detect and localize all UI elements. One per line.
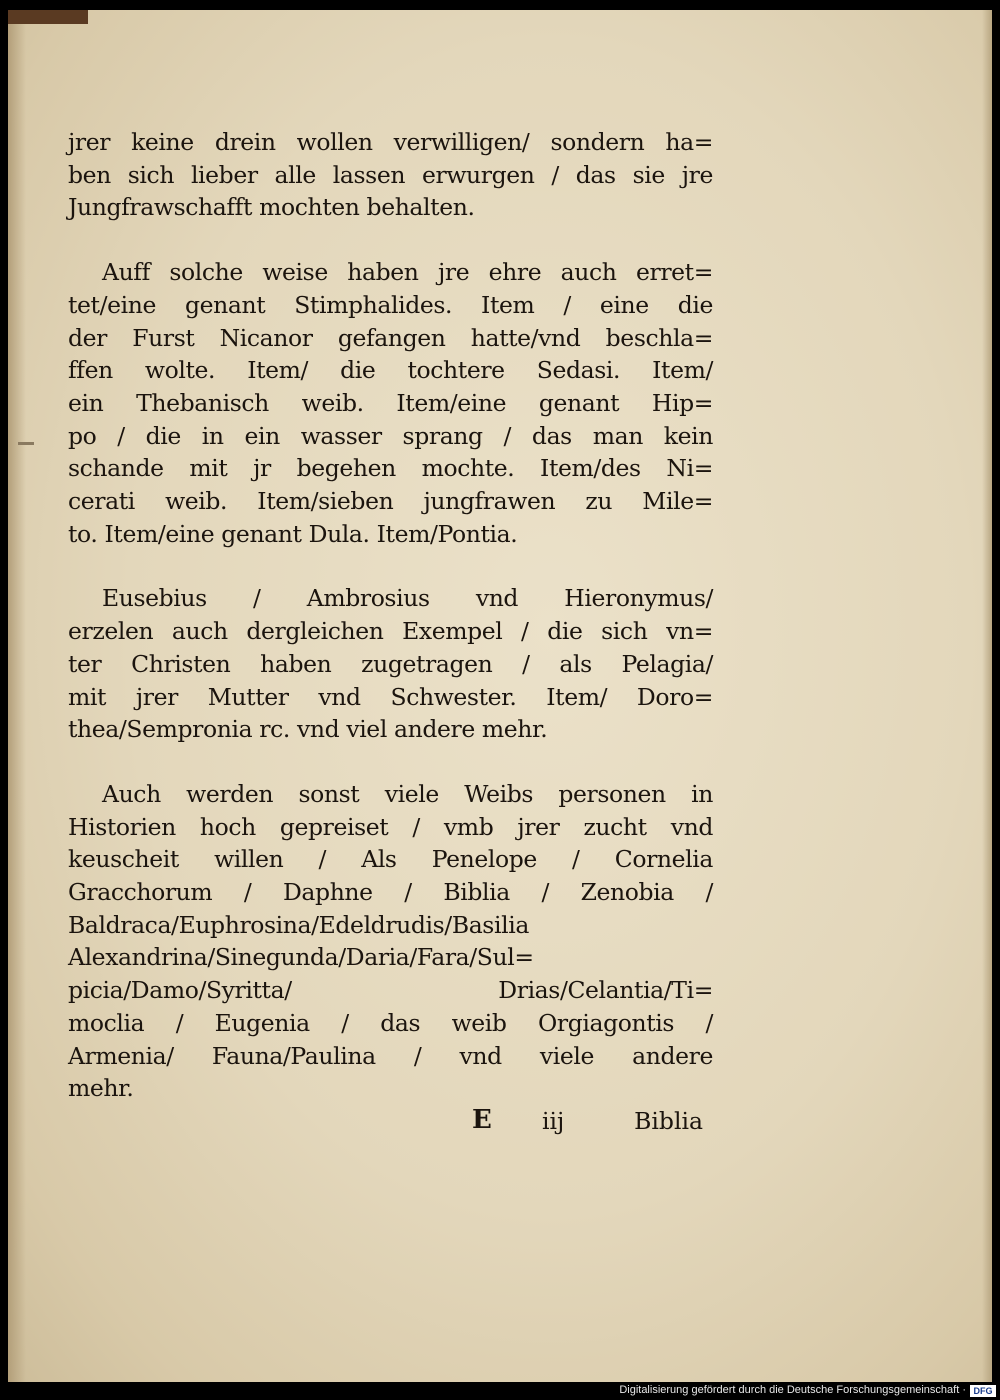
signature-mark-letter: E <box>472 1105 492 1135</box>
text-line: erzelen auch dergleichen Exempel / die sich vn= <box>68 617 713 646</box>
book-page <box>8 10 992 1382</box>
text-line: cerati weib. Item/sieben jungfrawen zu Mile= <box>68 487 713 516</box>
catchline <box>68 1105 713 1145</box>
text-line: schande mit jr begehen mochte. Item/des Ni= <box>68 454 713 483</box>
text-line: Historien hoch gepreiset / vmb jrer zucht vnd <box>68 812 713 841</box>
signature-mark-number: iij <box>542 1107 565 1135</box>
text-line: jrer keine drein wollen verwilligen/ sondern ha= <box>68 128 713 156</box>
text-line: mehr. <box>68 1074 134 1103</box>
text-line: Alexandrina/Sinegunda/Daria/Fara/Sul= <box>68 943 534 972</box>
paragraph-3 <box>68 582 713 746</box>
text-line: po / die in ein wasser sprang / das man kein <box>68 421 713 450</box>
text-line: tet/eine genant Stimphalides. Item / eine die <box>68 290 713 319</box>
page-text <box>68 126 713 1137</box>
text-line: Armenia/ Fauna/Paulina / vnd viele andere <box>68 1041 713 1070</box>
paragraph-2 <box>68 256 713 550</box>
text-line: moclia / Eugenia / das weib Orgiagontis / <box>68 1008 713 1037</box>
margin-mark <box>18 442 34 445</box>
text-line: Auch werden sonst viele Weibs personen in <box>102 779 713 808</box>
text-line: Gracchorum / Daphne / Biblia / Zenobia / <box>68 878 713 907</box>
text-line: ter Christen haben zugetragen / als Pelagia/ <box>68 649 713 678</box>
funding-credit: Digitalisierung gefördert durch die Deutsche Forschungsgemeinschaft · <box>619 1384 966 1396</box>
catchword: Biblia <box>634 1107 703 1135</box>
paragraph-4 <box>68 778 713 1105</box>
text-line: keuscheit willen / Als Penelope / Cornelia <box>68 845 713 874</box>
binding-edge <box>8 10 88 24</box>
text-line: ffen wolte. Item/ die tochtere Sedasi. Item/ <box>68 356 713 385</box>
text-line: Auff solche weise haben jre ehre auch erret= <box>102 258 713 287</box>
dfg-logo: DFG <box>970 1385 996 1397</box>
text-line: der Furst Nicanor gefangen hatte/vnd beschla= <box>68 323 713 352</box>
digitization-footer <box>0 1382 1000 1400</box>
text-line: Eusebius / Ambrosius vnd Hieronymus/ <box>102 584 713 613</box>
paragraph-1 <box>68 126 713 224</box>
text-line: to. Item/eine genant Dula. Item/Pontia. <box>68 519 518 548</box>
text-line: ein Thebanisch weib. Item/eine genant Hip= <box>68 388 713 417</box>
text-line: Jungfrawschafft mochten behalten. <box>68 193 475 222</box>
text-line: mit jrer Mutter vnd Schwester. Item/ Doro= <box>68 682 713 711</box>
text-line: ben sich lieber alle lassen erwurgen / das sie jre <box>68 160 713 189</box>
text-line: thea/Sempronia rc. vnd viel andere mehr. <box>68 715 548 744</box>
text-line: picia/Damo/Syritta/ Drias/Celantia/Ti= <box>68 976 713 1005</box>
text-line: Baldraca/Euphrosina/Edeldrudis/Basilia <box>68 910 529 939</box>
